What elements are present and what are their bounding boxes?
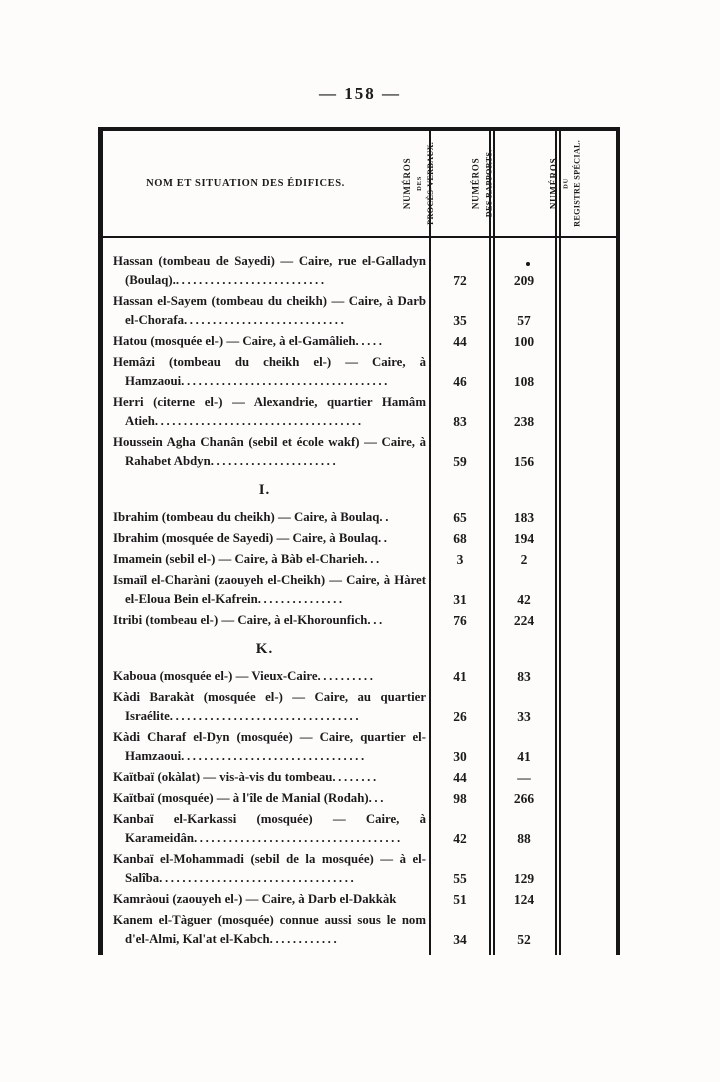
table-row: [103, 353, 616, 391]
registre-special-number: [557, 890, 616, 909]
edifice-name-cell: [103, 728, 429, 766]
table-row: [103, 688, 616, 726]
table-row: [103, 252, 616, 290]
registre-special-number: [557, 508, 616, 527]
header-numeros-proces-verbaux: [388, 131, 450, 236]
section-letter-cell: [103, 640, 429, 659]
edifice-name: Kanbaï el-Karkassi (mosquée) — Caire, à Karameidân: [113, 812, 426, 845]
proces-verbaux-number: 3: [456, 552, 464, 567]
registre-special-number: [557, 252, 616, 290]
section-letter-cell: [103, 481, 429, 500]
dot-leader: ....................................: [154, 414, 364, 428]
dot-leader: ............................: [184, 313, 347, 327]
edifice-name-cell: [103, 789, 429, 808]
rapports-number: 129: [513, 871, 535, 886]
rapports-number: —: [517, 770, 531, 785]
table-row: [103, 611, 616, 630]
header-line: DES: [415, 175, 423, 192]
rapports-number: 194: [513, 531, 535, 546]
table-row: [103, 433, 616, 471]
registre-special-number: [557, 810, 616, 848]
edifice-name-cell: [103, 353, 429, 391]
registre-special-number: [557, 911, 616, 949]
table-row: [103, 571, 616, 609]
edifice-name: Hassan el-Sayem (tombeau du cheikh) — Caire, à Darb el-Chorafa: [113, 294, 426, 327]
rapports-number: 88: [517, 831, 531, 846]
dot-leader: ..................................: [159, 871, 357, 885]
rapports-number: 238: [513, 414, 535, 429]
edifice-name-cell: [103, 292, 429, 330]
table-row: [103, 332, 616, 351]
rapports-number: 156: [513, 454, 535, 469]
registre-special-number: [557, 768, 616, 787]
edifice-name-cell: [103, 529, 429, 548]
proces-verbaux-number: 34: [453, 932, 467, 947]
dot-leader: ................................: [181, 749, 367, 763]
header-line: DES RAPPORTS.: [484, 149, 494, 218]
proces-verbaux-number: 55: [453, 871, 467, 886]
registre-special-number: [557, 353, 616, 391]
edifice-name-cell: [103, 252, 429, 290]
rapports-number: 266: [513, 791, 535, 806]
table-row: [103, 850, 616, 888]
edifice-name-cell: [103, 768, 429, 787]
table-row: [103, 292, 616, 330]
proces-verbaux-number: 65: [453, 510, 467, 525]
edifice-name: Houssein Agha Chanân (sebil et école wakf) — Caire, à Rahabet Abdyn: [113, 435, 426, 468]
header-line: NUMÉROS: [401, 157, 412, 210]
rapports-number: 33: [517, 709, 531, 724]
header-line: DU: [562, 177, 570, 189]
header-line: PROCÈS-VERBAUX.: [425, 142, 435, 225]
dot-leader: ....................................: [181, 374, 390, 388]
proces-verbaux-number: [429, 481, 491, 500]
dot-leader: ..........: [317, 669, 376, 683]
proces-verbaux-number: 98: [453, 791, 467, 806]
edifice-name: Herri (citerne el-) — Alexandrie, quartier Hamâm Atieh: [113, 395, 426, 428]
rapports-number: 41: [517, 749, 531, 764]
dot-leader: ..........................: [175, 273, 327, 287]
proces-verbaux-number: 41: [453, 669, 467, 684]
edifice-name: Hassan (tombeau de Sayedi) — Caire, rue el-Galladyn (Boulaq).: [113, 254, 426, 287]
edifice-name-cell: [103, 890, 429, 909]
dot-leader: .....: [355, 334, 385, 348]
vertical-header-text: [470, 150, 497, 218]
rapports-number: 83: [517, 669, 531, 684]
table-row: [103, 911, 616, 949]
table-row: [103, 810, 616, 848]
proces-verbaux-number: 44: [453, 770, 467, 785]
registre-special-number: [557, 611, 616, 630]
dot-leader: ........: [332, 770, 379, 784]
edifice-name-cell: [103, 571, 429, 609]
section-heading-row: [103, 640, 616, 659]
proces-verbaux-number: 68: [453, 531, 467, 546]
section-heading-row: [103, 481, 616, 500]
page-number: — 158 —: [319, 84, 401, 103]
table-row: [103, 667, 616, 686]
edifice-name: Kaïtbaï (okàlat) — vis-à-vis du tombeau: [113, 770, 333, 784]
dot-leader: ......................: [210, 454, 339, 468]
proces-verbaux-number: 76: [453, 613, 467, 628]
section-letter: I.: [258, 482, 271, 498]
proces-verbaux-number: 51: [453, 892, 467, 907]
proces-verbaux-number: 31: [453, 592, 467, 607]
table-row: [103, 728, 616, 766]
table-body: [103, 238, 616, 949]
edifice-name: Kamràoui (zaouyeh el-) — Caire, à Darb el-Dakkàk: [113, 892, 397, 906]
rapports-number: 52: [517, 932, 531, 947]
edifice-name: Kàdi Charaf el-Dyn (mosquée) — Caire, quartier el-Hamzaoui: [113, 730, 426, 763]
rapports-number: 124: [513, 892, 535, 907]
table-row: [103, 768, 616, 787]
edifice-name-cell: [103, 550, 429, 569]
table-row: [103, 529, 616, 548]
rapports-number: 100: [513, 334, 535, 349]
dot-leader: ..: [377, 531, 390, 545]
rapports-number: [491, 640, 557, 659]
registre-special-number: [557, 667, 616, 686]
registre-special-number: [557, 728, 616, 766]
registre-special-number: [557, 688, 616, 726]
header-numeros-registre-special: [516, 131, 616, 236]
dot-leader: ...: [364, 552, 382, 566]
proces-verbaux-number: 42: [453, 831, 467, 846]
edifice-name-cell: [103, 393, 429, 431]
edifice-name-cell: [103, 850, 429, 888]
registre-special-number: [557, 550, 616, 569]
header-line: NUMÉROS: [548, 157, 559, 210]
dot-leader: .................................: [169, 709, 362, 723]
rapports-number: 209: [513, 273, 535, 288]
edifice-name-cell: [103, 332, 429, 351]
proces-verbaux-number: 30: [453, 749, 467, 764]
registre-special-number: [557, 292, 616, 330]
edifice-name-cell: [103, 911, 429, 949]
edifice-name-cell: [103, 433, 429, 471]
edifice-name: Kanbaï el-Mohammadi (sebil de la mosquée) — à el-Salîba: [113, 852, 426, 885]
table-row: [103, 508, 616, 527]
registre-special-number: [557, 332, 616, 351]
header-numeros-rapports: [450, 131, 516, 236]
vertical-header-text: [401, 142, 438, 225]
rapports-number: 42: [517, 592, 531, 607]
edifice-name: Hatou (mosquée el-) — Caire, à el-Gamâlieh: [113, 334, 356, 348]
header-line: REGISTRE SPÉCIAL.: [572, 139, 582, 227]
rapports-number: [491, 481, 557, 500]
registre-special-number: [557, 571, 616, 609]
proces-verbaux-number: 46: [453, 374, 467, 389]
edifice-name: Kàdi Barakàt (mosquée el-) — Caire, au quartier Israélite: [113, 690, 426, 723]
edifice-name-cell: [103, 611, 429, 630]
ink-spot-artifact: [526, 262, 530, 266]
edifice-name: Hemâzi (tombeau du cheikh el-) — Caire, à Hamzaoui: [113, 355, 426, 388]
registre-special-number: [557, 393, 616, 431]
proces-verbaux-number: 59: [453, 454, 467, 469]
header-nom-et-situation: NOM ET SITUATION DES ÉDIFICES.: [146, 178, 345, 189]
edifices-table: [98, 127, 620, 955]
edifice-name: Ibrahim (tombeau du cheikh) — Caire, à Boulaq: [113, 510, 380, 524]
proces-verbaux-number: 72: [453, 273, 467, 288]
proces-verbaux-number: 83: [453, 414, 467, 429]
table-header: [103, 131, 616, 238]
edifice-name: Ismaïl el-Charàni (zaouyeh el-Cheikh) — Caire, à Hàret el-Eloua Bein el-Kafrein: [113, 573, 426, 606]
edifice-name: Ibrahim (mosquée de Sayedi) — Caire, à Boulaq: [113, 531, 378, 545]
edifice-name-cell: [103, 810, 429, 848]
proces-verbaux-number: 26: [453, 709, 467, 724]
edifice-name-cell: [103, 688, 429, 726]
edifice-name-cell: [103, 667, 429, 686]
dot-leader: ...............: [257, 592, 345, 606]
proces-verbaux-number: [429, 640, 491, 659]
edifice-name: Itribi (tombeau el-) — Caire, à el-Khorounfich: [113, 613, 368, 627]
edifice-name: Kaïtbaï (mosquée) — à l'île de Manial (Rodah): [113, 791, 369, 805]
table-row: [103, 550, 616, 569]
rapports-number: 224: [513, 613, 535, 628]
dot-leader: ...: [368, 791, 386, 805]
rapports-number: 183: [513, 510, 535, 525]
edifice-name: Imamein (sebil el-) — Caire, à Bàb el-Charieh: [113, 552, 365, 566]
edifice-name: Kaboua (mosquée el-) — Vieux-Caire: [113, 669, 318, 683]
edifice-name-cell: [103, 508, 429, 527]
table-row: [103, 393, 616, 431]
dot-leader: ...: [367, 613, 385, 627]
registre-special-number: [557, 850, 616, 888]
section-letter: K.: [255, 641, 274, 657]
dot-leader: ..: [379, 510, 392, 524]
dot-leader: ....................................: [193, 831, 403, 845]
rapports-number: 57: [517, 313, 531, 328]
vertical-header-text: [548, 133, 585, 233]
registre-special-number: [557, 529, 616, 548]
edifice-name: Kanem el-Tàguer (mosquée) connue aussi sous le nom d'el-Almi, Kal'at el-Kabch: [113, 913, 426, 946]
registre-special-number: [557, 433, 616, 471]
header-line: NUMÉROS: [470, 157, 481, 210]
registre-special-number: [557, 481, 616, 500]
rapports-number: 108: [513, 374, 535, 389]
dot-leader: ............: [269, 932, 340, 946]
table-row: [103, 890, 616, 909]
table-row: [103, 789, 616, 808]
proces-verbaux-number: 35: [453, 313, 467, 328]
rapports-number: 2: [520, 552, 528, 567]
registre-special-number: [557, 789, 616, 808]
registre-special-number: [557, 640, 616, 659]
proces-verbaux-number: 44: [453, 334, 467, 349]
